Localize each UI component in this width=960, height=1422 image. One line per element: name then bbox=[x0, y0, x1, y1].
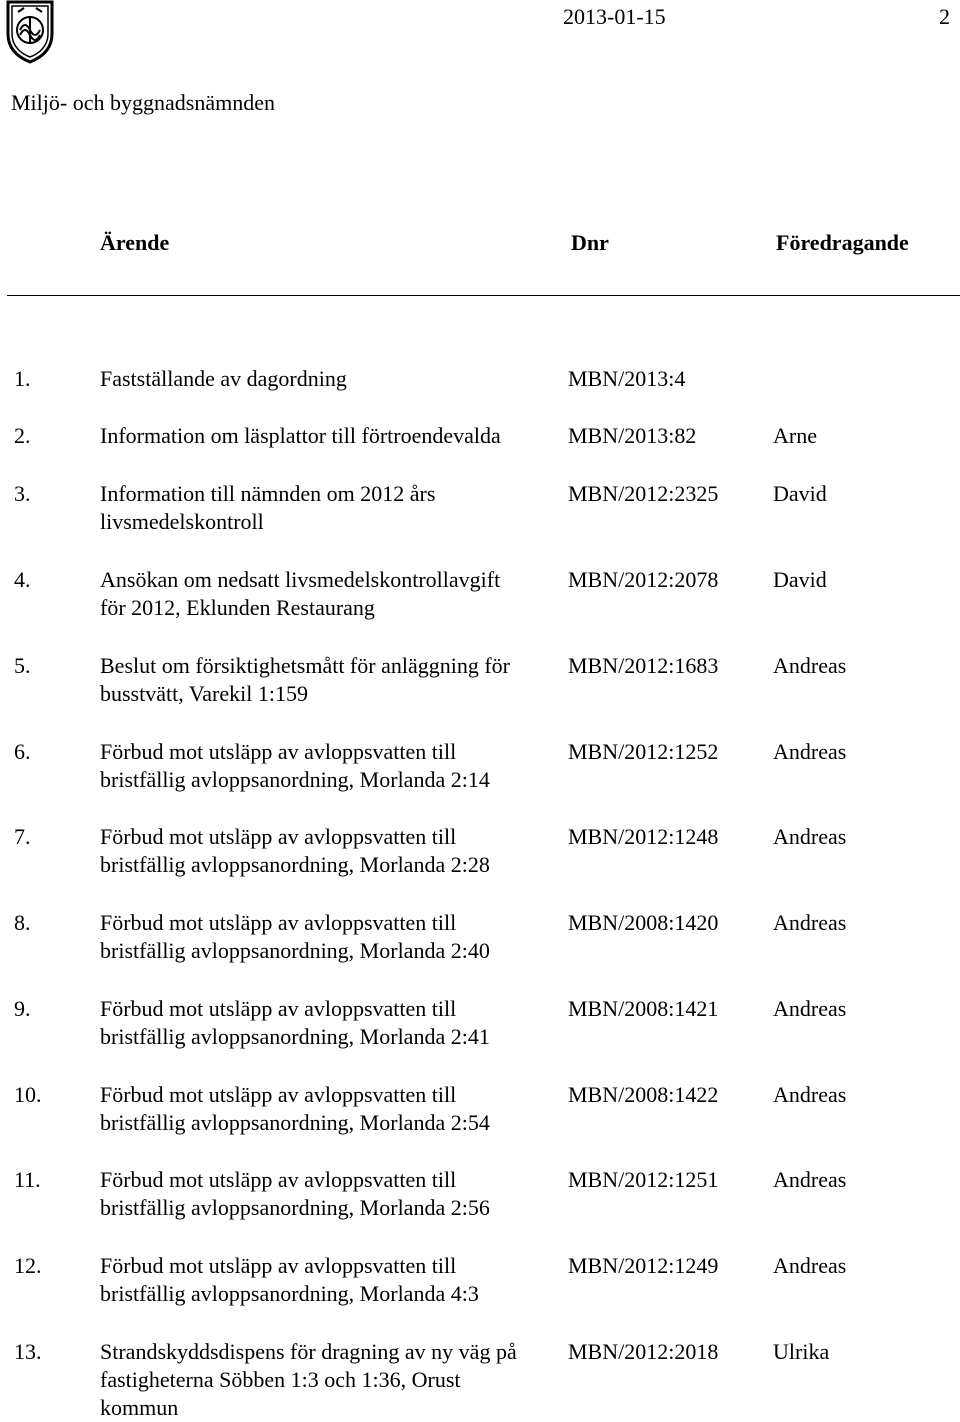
item-title bbox=[100, 480, 560, 536]
item-presenter: David bbox=[773, 481, 827, 506]
item-number: 13. bbox=[14, 1339, 42, 1364]
item-number: 2. bbox=[14, 423, 31, 448]
meeting-date: 2013-01-15 bbox=[563, 4, 666, 29]
item-number: 10. bbox=[14, 1082, 42, 1107]
item-title bbox=[100, 652, 560, 708]
item-presenter: Andreas bbox=[773, 1082, 847, 1107]
item-dnr: MBN/2013:4 bbox=[568, 366, 686, 391]
item-number: 4. bbox=[14, 567, 31, 592]
item-title bbox=[100, 823, 560, 879]
item-number: 7. bbox=[14, 824, 31, 849]
item-title-line: Information om läsplattor till förtroendevalda bbox=[100, 423, 501, 448]
item-dnr: MBN/2012:2325 bbox=[568, 481, 719, 506]
item-dnr: MBN/2012:1251 bbox=[568, 1167, 719, 1192]
item-title bbox=[100, 1252, 560, 1308]
item-title-line: livsmedelskontroll bbox=[100, 509, 264, 534]
item-presenter: Andreas bbox=[773, 910, 847, 935]
item-title bbox=[100, 1081, 560, 1137]
item-title-line: Förbud mot utsläpp av avloppsvatten till bbox=[100, 739, 457, 764]
item-title-line: Förbud mot utsläpp av avloppsvatten till bbox=[100, 996, 457, 1021]
item-title-line: fastigheterna Söbben 1:3 och 1:36, Orust bbox=[100, 1367, 461, 1392]
item-title-line: bristfällig avloppsanordning, Morlanda 2:56 bbox=[100, 1195, 490, 1220]
item-title-line: bristfällig avloppsanordning, Morlanda 2:54 bbox=[100, 1110, 490, 1135]
item-number: 11. bbox=[14, 1167, 41, 1192]
item-title bbox=[100, 566, 560, 622]
item-title bbox=[100, 909, 560, 965]
column-header-foredragande: Föredragande bbox=[776, 230, 909, 255]
item-title-line: för 2012, Eklunden Restaurang bbox=[100, 595, 375, 620]
item-title-line: Förbud mot utsläpp av avloppsvatten till bbox=[100, 910, 457, 935]
item-title-line: Förbud mot utsläpp av avloppsvatten till bbox=[100, 1253, 457, 1278]
item-presenter: Andreas bbox=[773, 653, 847, 678]
item-dnr: MBN/2012:1683 bbox=[568, 653, 719, 678]
item-dnr: MBN/2008:1420 bbox=[568, 910, 719, 935]
item-dnr: MBN/2013:82 bbox=[568, 423, 697, 448]
item-title bbox=[100, 1338, 560, 1422]
item-title-line: busstvätt, Varekil 1:159 bbox=[100, 681, 308, 706]
item-presenter: Andreas bbox=[773, 739, 847, 764]
item-title-line: Ansökan om nedsatt livsmedelskontrollavgift bbox=[100, 567, 501, 592]
item-title-line: Strandskyddsdispens för dragning av ny väg på bbox=[100, 1339, 517, 1364]
item-presenter: Andreas bbox=[773, 996, 847, 1021]
item-presenter: Ulrika bbox=[773, 1339, 830, 1364]
item-title-line: Fastställande av dagordning bbox=[100, 366, 347, 391]
item-presenter: Andreas bbox=[773, 1167, 847, 1192]
item-title bbox=[100, 738, 560, 794]
item-dnr: MBN/2012:2018 bbox=[568, 1339, 719, 1364]
item-presenter: Andreas bbox=[773, 1253, 847, 1278]
item-number: 9. bbox=[14, 996, 31, 1021]
column-header-dnr: Dnr bbox=[571, 230, 609, 255]
item-title-line: Förbud mot utsläpp av avloppsvatten till bbox=[100, 1167, 457, 1192]
item-title-line: Beslut om försiktighetsmått för anläggning för bbox=[100, 653, 510, 678]
item-title bbox=[100, 995, 560, 1051]
item-title bbox=[100, 365, 560, 393]
item-presenter: Andreas bbox=[773, 824, 847, 849]
item-title-line: Information till nämnden om 2012 års bbox=[100, 481, 436, 506]
committee-name: Miljö- och byggnadsnämnden bbox=[11, 90, 275, 115]
item-title bbox=[100, 1166, 560, 1222]
item-number: 6. bbox=[14, 739, 31, 764]
item-title-line: bristfällig avloppsanordning, Morlanda 2:14 bbox=[100, 767, 490, 792]
item-title-line: Förbud mot utsläpp av avloppsvatten till bbox=[100, 824, 457, 849]
item-presenter: David bbox=[773, 567, 827, 592]
item-number: 1. bbox=[14, 366, 31, 391]
column-header-arende: Ärende bbox=[100, 230, 170, 255]
item-dnr: MBN/2008:1421 bbox=[568, 996, 719, 1021]
item-dnr: MBN/2008:1422 bbox=[568, 1082, 719, 1107]
item-title bbox=[100, 422, 560, 450]
item-number: 3. bbox=[14, 481, 31, 506]
item-number: 12. bbox=[14, 1253, 42, 1278]
item-title-line: kommun bbox=[100, 1395, 179, 1420]
item-title-line: bristfällig avloppsanordning, Morlanda 4:3 bbox=[100, 1281, 479, 1306]
item-number: 5. bbox=[14, 653, 31, 678]
page-number: 2 bbox=[939, 4, 950, 29]
item-title-line: bristfällig avloppsanordning, Morlanda 2:28 bbox=[100, 852, 490, 877]
item-title-line: bristfällig avloppsanordning, Morlanda 2:40 bbox=[100, 938, 490, 963]
item-dnr: MBN/2012:1248 bbox=[568, 824, 719, 849]
item-title-line: bristfällig avloppsanordning, Morlanda 2:41 bbox=[100, 1024, 490, 1049]
item-number: 8. bbox=[14, 910, 31, 935]
item-dnr: MBN/2012:1249 bbox=[568, 1253, 719, 1278]
item-presenter: Arne bbox=[773, 423, 817, 448]
item-dnr: MBN/2012:1252 bbox=[568, 739, 719, 764]
item-title-line: Förbud mot utsläpp av avloppsvatten till bbox=[100, 1082, 457, 1107]
item-dnr: MBN/2012:2078 bbox=[568, 567, 719, 592]
